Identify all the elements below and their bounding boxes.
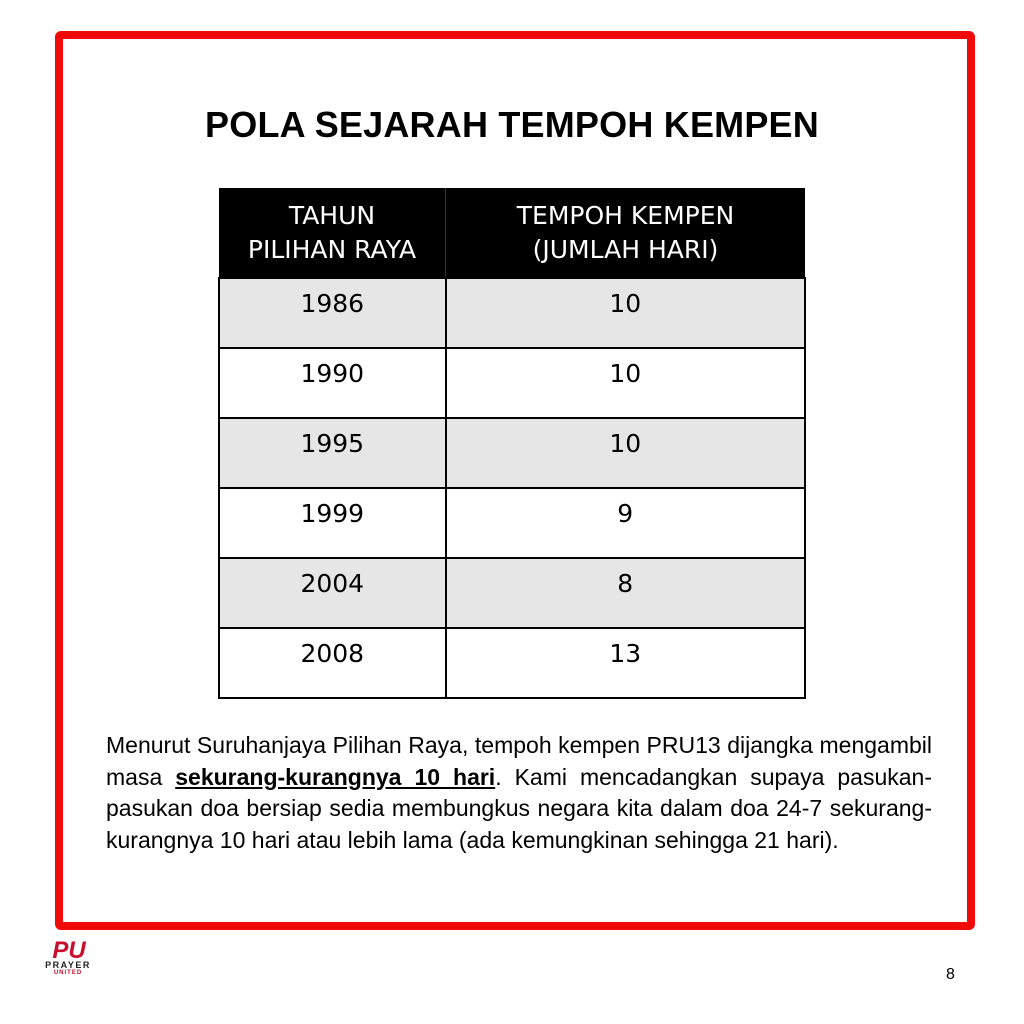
header-days-line1: TEMPOH KEMPEN <box>516 200 735 230</box>
header-year-line2: PILIHAN RAYA <box>247 234 417 264</box>
table-row <box>219 488 805 558</box>
cell-days: 10 <box>446 418 806 488</box>
logo-line1: PRAYER <box>45 960 91 970</box>
campaign-table <box>218 188 806 699</box>
table-header-row <box>219 188 805 278</box>
cell-days: 8 <box>446 558 806 628</box>
paragraph-text-after: . Kami mencadangkan supaya pasukan-pasukan doa bersiap sedia membungkus negara kita dalam doa 24-7 sekurang-kurangnya 10 hari atau lebih lama (ada kemungkinan sehingga 21 hari). <box>106 763 932 853</box>
logo-line2: UNITED <box>53 970 83 976</box>
header-year <box>219 188 446 278</box>
table-row <box>219 628 805 698</box>
slide-title: POLA SEJARAH TEMPOH KEMPEN <box>205 104 819 145</box>
table-row <box>219 348 805 418</box>
cell-days: 10 <box>446 278 806 348</box>
header-year-line1: TAHUN <box>288 200 376 230</box>
cell-year: 1986 <box>219 278 446 348</box>
cell-year: 1999 <box>219 488 446 558</box>
table-row <box>219 558 805 628</box>
body-paragraph <box>106 730 932 856</box>
table-row <box>219 278 805 348</box>
cell-year: 1995 <box>219 418 446 488</box>
cell-days: 9 <box>446 488 806 558</box>
cell-year: 2004 <box>219 558 446 628</box>
header-days-line2: (JUMLAH HARI) <box>532 234 719 264</box>
page-number: 8 <box>946 966 955 983</box>
cell-days: 13 <box>446 628 806 698</box>
cell-year: 1990 <box>219 348 446 418</box>
cell-days: 10 <box>446 348 806 418</box>
paragraph-text-before: Menurut Suruhanjaya Pilihan Raya, tempoh kempen PRU13 dijangka mengambil masa <box>106 732 932 790</box>
header-days <box>446 188 806 278</box>
logo-mark: PU <box>52 937 86 964</box>
table-row <box>219 418 805 488</box>
cell-year: 2008 <box>219 628 446 698</box>
paragraph-emphasis: sekurang-kurangnya 10 hari <box>175 763 496 790</box>
